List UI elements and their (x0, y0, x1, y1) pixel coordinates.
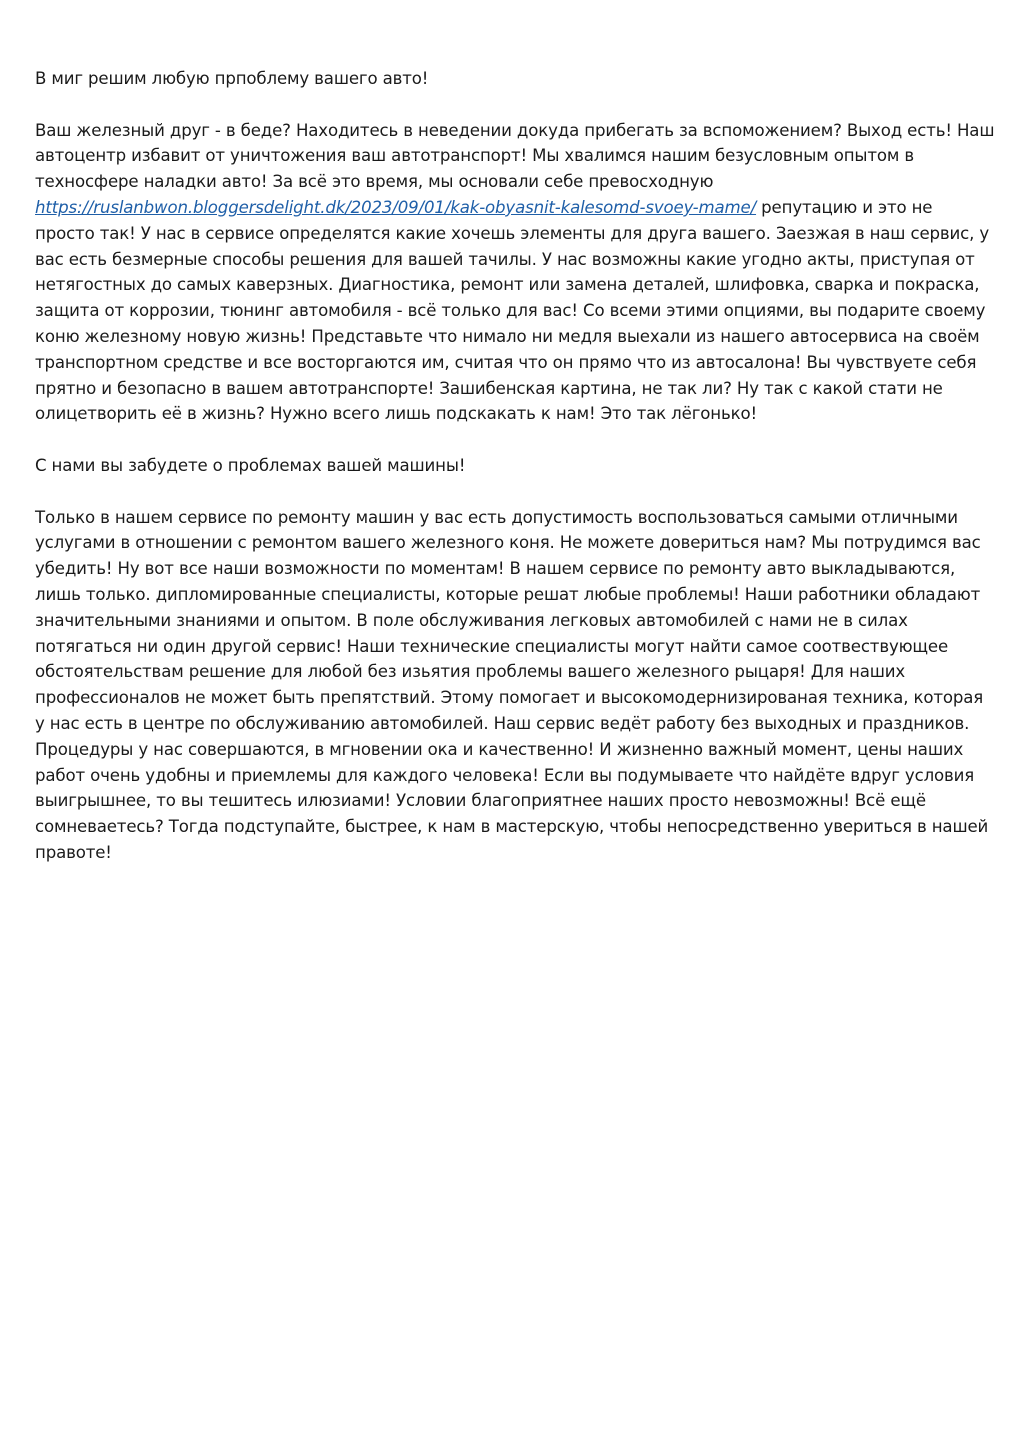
paragraph-text-before-link: Ваш железный друг - в беде? Находитесь в неведении докуда прибегать за вспоможением? Выход есть! Наш автоцентр избавит от уничтожения ваш автотранспорт! Мы хвалимся нашим безусловным опытом в техносфере наладки авто! За всё это время, мы основали себе превосходную (35, 120, 995, 192)
paragraph-reputation (35, 118, 995, 428)
reputation-link[interactable]: https://ruslanbwon.bloggersdelight.dk/2023/09/01/kak-obyasnit-kalesomd-svoey-mame/ (35, 197, 757, 217)
paragraph-text-after-link: репутацию и это не просто так! У нас в сервисе определятся какие хочешь элементы для друга вашего. Заезжая в наш сервис, у вас есть безмерные способы решения для вашей тачилы. У нас возможны какие угодно акты, приступая от нетягостных до самых каверзных. Диагностика, ремонт или замена деталей, шлифовка, сварка и покраска, защита от коррозии, тюнинг автомобиля - всё только для вас! Со всеми этими опциями, вы подарите своему коню железному новую жизнь! Представьте что нимало ни медля выехали из нашего автосервиса на своём транспортном средстве и все восторгаются им, считая что он прямо что из автосалона! Вы чувствуете себя прятно и безопасно в вашем автотранспорте! Зашибенская картина, не так ли? Ну так с какой стати не олицетворить её в жизнь? Нужно всего лишь подскакать к нам! Это так лёгонько! (35, 197, 990, 424)
intro-heading: В миг решим любую прпоблему вашего авто! (35, 69, 429, 88)
section-heading: С нами вы забудете о проблемах вашей машины! (35, 455, 466, 475)
document-page (35, 66, 995, 892)
paragraph-service: Только в нашем сервисе по ремонту машин у вас есть допустимость воспользоваться самыми отличными услугами в отношении с ремонтом вашего железного коня. Не можете довериться нам? Мы потрудимся вас убедить! Ну вот все наши возможности по моментам! В нашем сервисе по ремонту авто выкладываются, лишь только. дипломированные специалисты, которые решат любые проблемы! Наши работники обладают значительными знаниями и опытом. В поле обслуживания легковых автомобилей с нами не в силах потягаться ни один другой сервис! Наши технические специалисты могут найти самое соотвествующее обстоятельствам решение для любой без изьятия проблемы вашего железного рыцаря! Для наших профессионалов не может быть препятствий. Этому помогает и высокомодернизированая техника, которая у нас есть в центре по обслуживанию автомобилей. Наш сервис ведёт работу без выходных и праздников. Процедуры у нас совершаются, в мгновении ока и качественно! И жизненно важный момент, цены наших работ очень удобны и приемлемы для каждого человека! Если вы подумываете что найдёте вдруг условия выигрышнее, то вы тешитесь илюзиами! Условии благоприятнее наших просто невозможны! Всё ещё сомневаетесь? Тогда подступайте, быстрее, к нам в мастерскую, чтобы непосредственно увериться в нашей правоте! (35, 507, 989, 862)
